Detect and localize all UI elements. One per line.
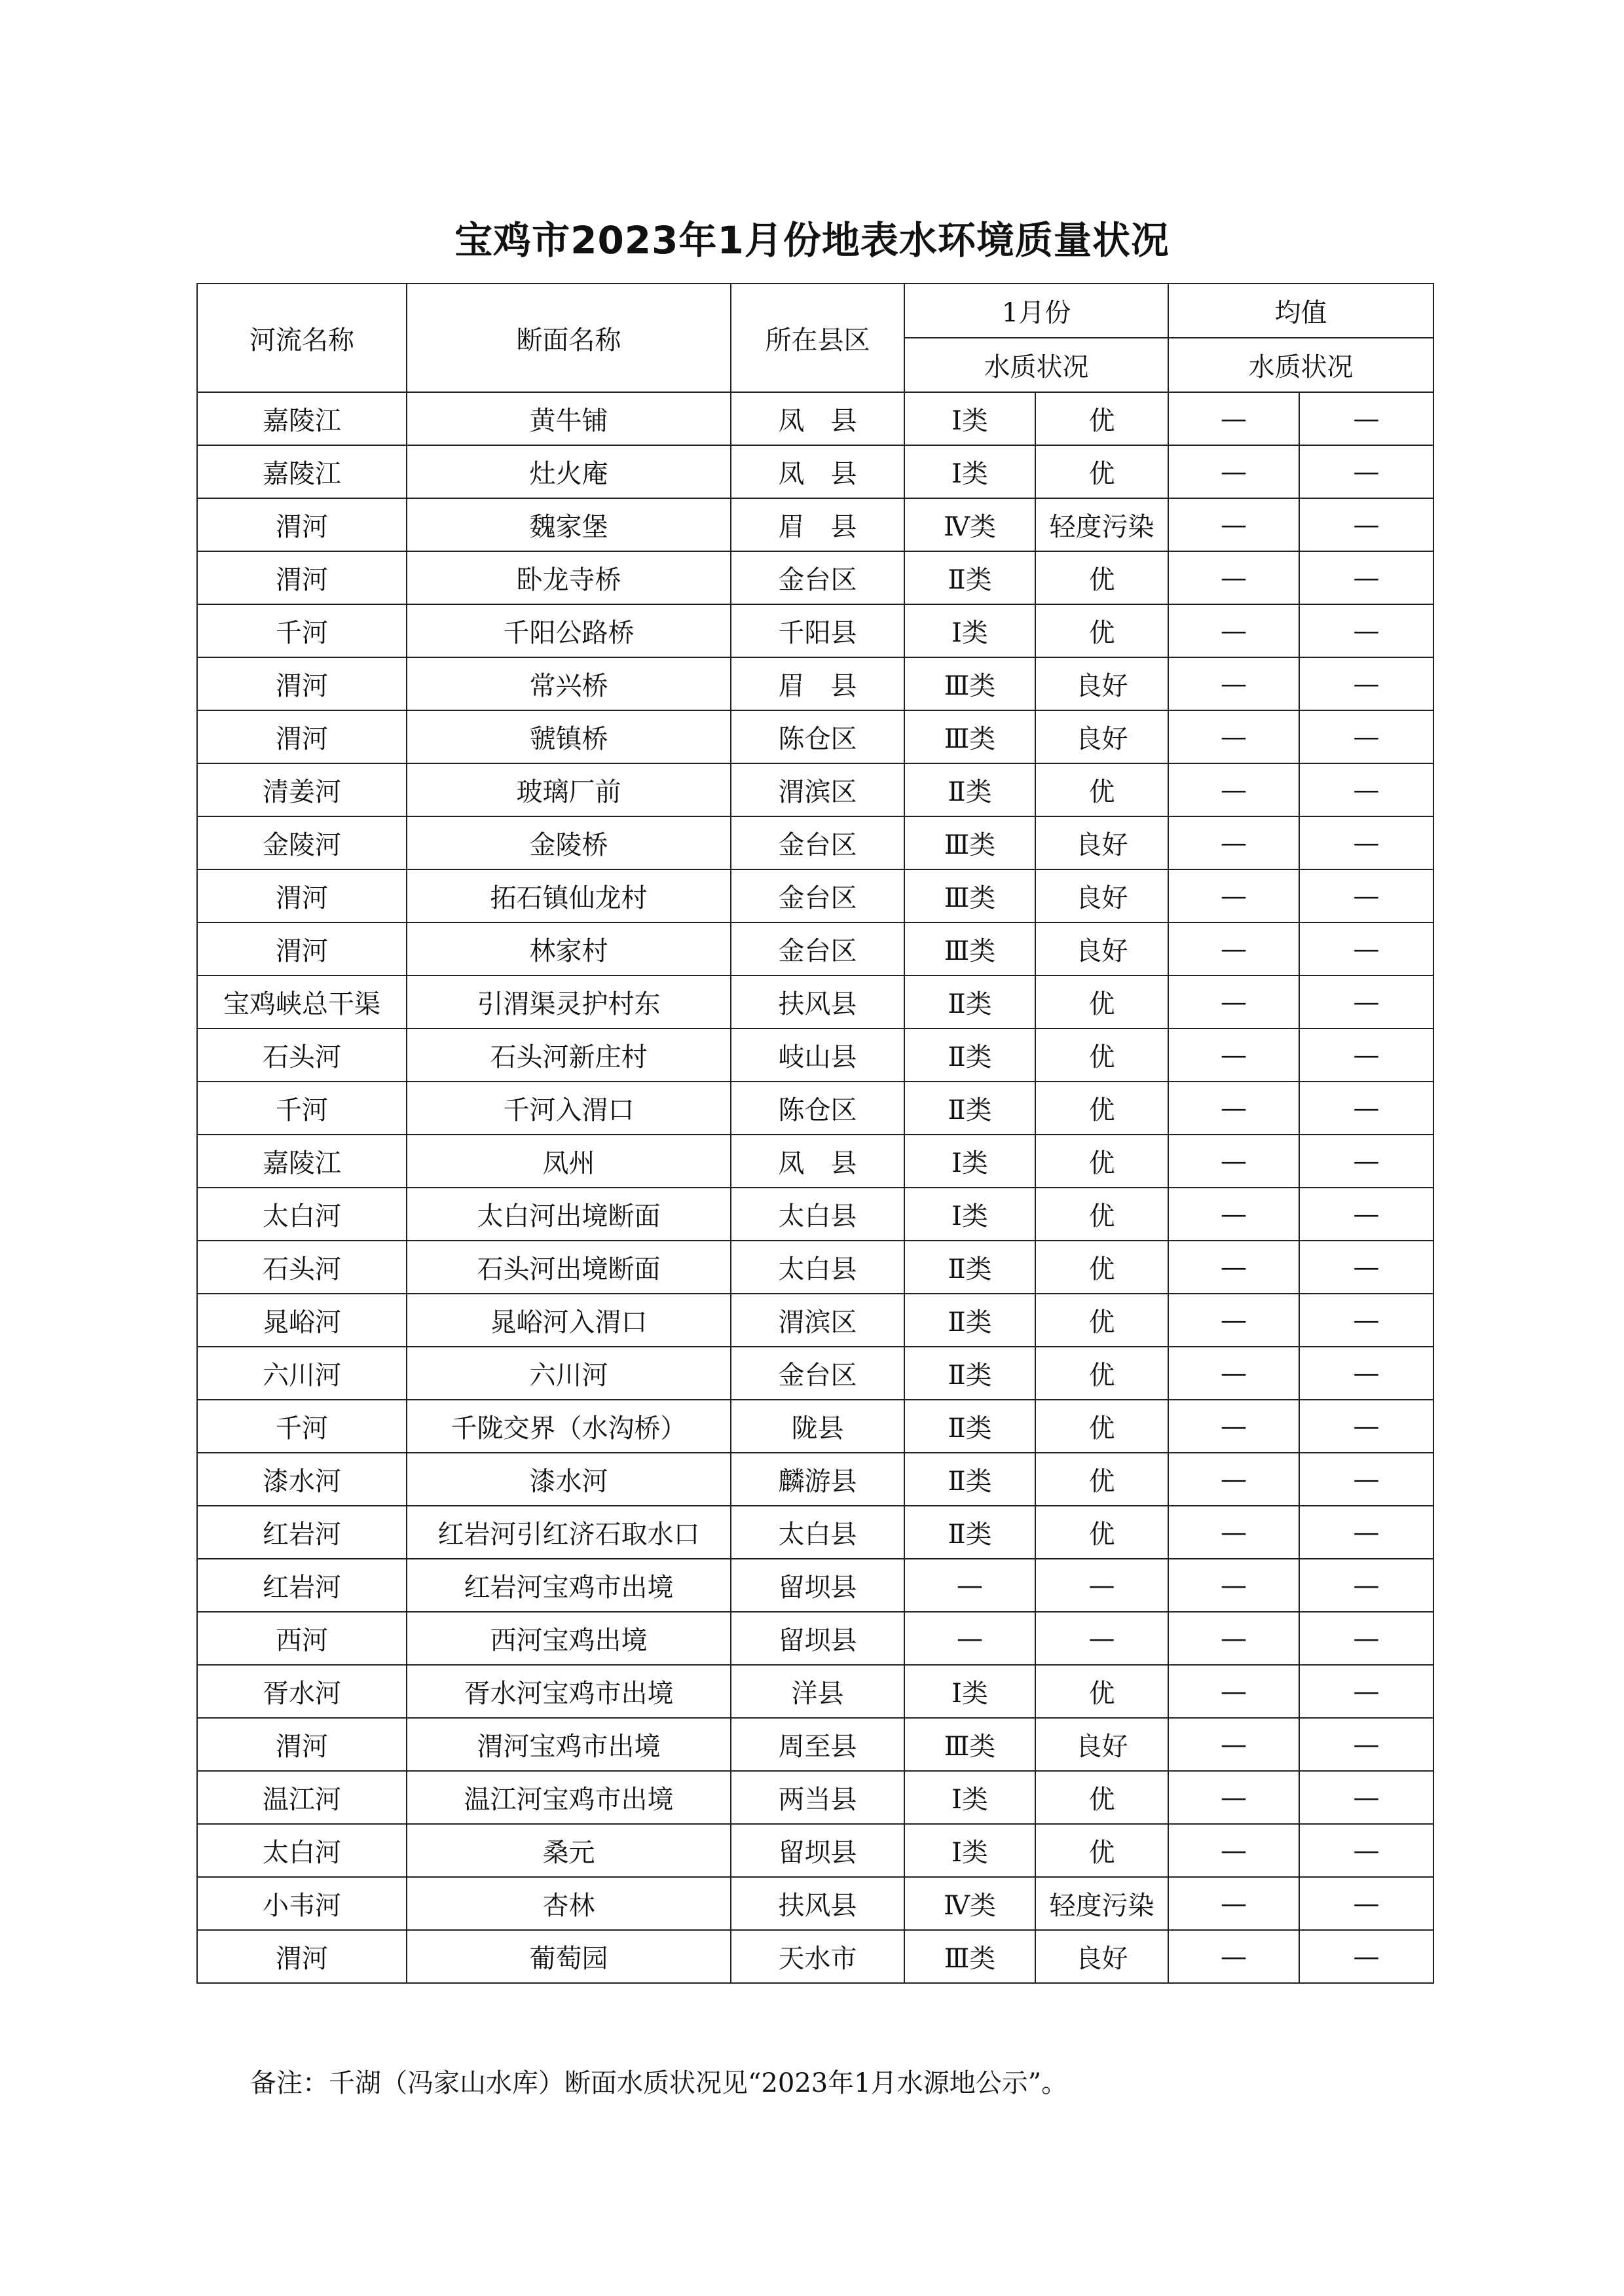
river-cell: 六川河 — [197, 1347, 407, 1400]
county-cell: 岐山县 — [731, 1029, 904, 1082]
status-cell: 优 — [1035, 604, 1168, 657]
river-cell: 渭河 — [197, 922, 407, 975]
status-cell: 优 — [1035, 975, 1168, 1029]
avg-class-cell: — — [1168, 1612, 1299, 1665]
avg-status-cell: — — [1299, 1665, 1433, 1718]
avg-class-cell: — — [1168, 763, 1299, 816]
avg-class-cell: — — [1168, 498, 1299, 551]
class-cell: Ⅱ类 — [904, 1029, 1035, 1082]
river-cell: 千河 — [197, 1400, 407, 1453]
avg-status-cell: — — [1299, 392, 1433, 445]
status-cell: 优 — [1035, 1241, 1168, 1294]
table-row — [197, 498, 1433, 551]
status-cell: — — [1035, 1612, 1168, 1665]
avg-status-cell: — — [1299, 657, 1433, 710]
county-cell: 陇县 — [731, 1400, 904, 1453]
class-cell: Ⅱ类 — [904, 1400, 1035, 1453]
table-row — [197, 1506, 1433, 1559]
county-cell: 留坝县 — [731, 1824, 904, 1877]
water-quality-table — [196, 283, 1434, 1984]
section-cell: 西河宝鸡出境 — [407, 1612, 731, 1665]
status-cell: 优 — [1035, 1400, 1168, 1453]
table-row — [197, 1241, 1433, 1294]
header-average: 均值 — [1168, 283, 1433, 338]
river-cell: 渭河 — [197, 1930, 407, 1983]
county-cell: 扶风县 — [731, 1877, 904, 1930]
section-cell: 桑元 — [407, 1824, 731, 1877]
river-cell: 渭河 — [197, 498, 407, 551]
river-cell: 嘉陵江 — [197, 445, 407, 498]
status-cell: 优 — [1035, 392, 1168, 445]
avg-status-cell: — — [1299, 922, 1433, 975]
status-cell: 优 — [1035, 445, 1168, 498]
avg-class-cell: — — [1168, 710, 1299, 763]
section-cell: 常兴桥 — [407, 657, 731, 710]
class-cell: — — [904, 1612, 1035, 1665]
table-row — [197, 1453, 1433, 1506]
avg-class-cell: — — [1168, 975, 1299, 1029]
table-row — [197, 1718, 1433, 1771]
county-cell: 陈仓区 — [731, 1082, 904, 1135]
county-cell: 眉 县 — [731, 657, 904, 710]
section-cell: 玻璃厂前 — [407, 763, 731, 816]
avg-status-cell: — — [1299, 1559, 1433, 1612]
section-cell: 拓石镇仙龙村 — [407, 869, 731, 922]
status-cell: 良好 — [1035, 657, 1168, 710]
county-cell: 金台区 — [731, 816, 904, 869]
status-cell: 轻度污染 — [1035, 1877, 1168, 1930]
section-cell: 虢镇桥 — [407, 710, 731, 763]
avg-class-cell: — — [1168, 1453, 1299, 1506]
status-cell: 优 — [1035, 1082, 1168, 1135]
county-cell: 眉 县 — [731, 498, 904, 551]
county-cell: 周至县 — [731, 1718, 904, 1771]
avg-class-cell: — — [1168, 551, 1299, 604]
table-row — [197, 657, 1433, 710]
table-row — [197, 1612, 1433, 1665]
table-row — [197, 1188, 1433, 1241]
class-cell: Ⅲ类 — [904, 710, 1035, 763]
river-cell: 太白河 — [197, 1188, 407, 1241]
county-cell: 麟游县 — [731, 1453, 904, 1506]
status-cell: 优 — [1035, 1294, 1168, 1347]
avg-status-cell: — — [1299, 498, 1433, 551]
county-cell: 金台区 — [731, 869, 904, 922]
river-cell: 红岩河 — [197, 1506, 407, 1559]
class-cell: Ⅱ类 — [904, 1453, 1035, 1506]
county-cell: 金台区 — [731, 551, 904, 604]
table-row — [197, 922, 1433, 975]
class-cell: Ⅰ类 — [904, 392, 1035, 445]
class-cell: Ⅰ类 — [904, 604, 1035, 657]
avg-status-cell: — — [1299, 1718, 1433, 1771]
avg-status-cell: — — [1299, 1771, 1433, 1824]
avg-status-cell: — — [1299, 975, 1433, 1029]
avg-class-cell: — — [1168, 657, 1299, 710]
section-cell: 千阳公路桥 — [407, 604, 731, 657]
county-cell: 凤 县 — [731, 1135, 904, 1188]
river-cell: 温江河 — [197, 1771, 407, 1824]
section-cell: 葡萄园 — [407, 1930, 731, 1983]
status-cell: 优 — [1035, 1824, 1168, 1877]
county-cell: 凤 县 — [731, 445, 904, 498]
class-cell: Ⅰ类 — [904, 1771, 1035, 1824]
river-cell: 清姜河 — [197, 763, 407, 816]
section-cell: 石头河出境断面 — [407, 1241, 731, 1294]
river-cell: 嘉陵江 — [197, 1135, 407, 1188]
river-cell: 千河 — [197, 604, 407, 657]
section-cell: 黄牛铺 — [407, 392, 731, 445]
county-cell: 两当县 — [731, 1771, 904, 1824]
header-month-quality: 水质状况 — [904, 338, 1168, 392]
river-cell: 西河 — [197, 1612, 407, 1665]
table-row — [197, 551, 1433, 604]
table-body — [197, 392, 1433, 1983]
river-cell: 金陵河 — [197, 816, 407, 869]
river-cell: 石头河 — [197, 1029, 407, 1082]
class-cell: Ⅱ类 — [904, 1347, 1035, 1400]
avg-status-cell: — — [1299, 1347, 1433, 1400]
avg-class-cell: — — [1168, 1506, 1299, 1559]
avg-status-cell: — — [1299, 763, 1433, 816]
avg-class-cell: — — [1168, 1294, 1299, 1347]
status-cell: 优 — [1035, 551, 1168, 604]
avg-status-cell: — — [1299, 816, 1433, 869]
avg-class-cell: — — [1168, 1771, 1299, 1824]
status-cell: 良好 — [1035, 710, 1168, 763]
footnote: 备注：千湖（冯家山水库）断面水质状况见“2023年1月水源地公示”。 — [250, 2068, 1068, 2098]
status-cell: 良好 — [1035, 1930, 1168, 1983]
county-cell: 金台区 — [731, 1347, 904, 1400]
river-cell: 小韦河 — [197, 1877, 407, 1930]
river-cell: 晁峪河 — [197, 1294, 407, 1347]
section-cell: 凤州 — [407, 1135, 731, 1188]
class-cell: Ⅲ类 — [904, 922, 1035, 975]
section-cell: 胥水河宝鸡市出境 — [407, 1665, 731, 1718]
section-cell: 灶火庵 — [407, 445, 731, 498]
section-cell: 红岩河宝鸡市出境 — [407, 1559, 731, 1612]
class-cell: Ⅳ类 — [904, 498, 1035, 551]
avg-class-cell: — — [1168, 816, 1299, 869]
avg-status-cell: — — [1299, 1082, 1433, 1135]
class-cell: Ⅱ类 — [904, 1241, 1035, 1294]
table-row — [197, 1824, 1433, 1877]
river-cell: 千河 — [197, 1082, 407, 1135]
county-cell: 渭滨区 — [731, 763, 904, 816]
table-row — [197, 1082, 1433, 1135]
county-cell: 凤 县 — [731, 392, 904, 445]
table-row — [197, 1559, 1433, 1612]
avg-class-cell: — — [1168, 1400, 1299, 1453]
avg-status-cell: — — [1299, 1612, 1433, 1665]
river-cell: 渭河 — [197, 869, 407, 922]
avg-class-cell: — — [1168, 392, 1299, 445]
table-row — [197, 869, 1433, 922]
table-row — [197, 763, 1433, 816]
river-cell: 太白河 — [197, 1824, 407, 1877]
table-row — [197, 1771, 1433, 1824]
avg-class-cell: — — [1168, 1718, 1299, 1771]
avg-status-cell: — — [1299, 1930, 1433, 1983]
table-row — [197, 1665, 1433, 1718]
class-cell: Ⅰ类 — [904, 1188, 1035, 1241]
river-cell: 渭河 — [197, 657, 407, 710]
county-cell: 千阳县 — [731, 604, 904, 657]
table-row — [197, 1029, 1433, 1082]
section-cell: 千陇交界（水沟桥） — [407, 1400, 731, 1453]
class-cell: Ⅳ类 — [904, 1877, 1035, 1930]
section-cell: 金陵桥 — [407, 816, 731, 869]
status-cell: 优 — [1035, 763, 1168, 816]
status-cell: 优 — [1035, 1188, 1168, 1241]
county-cell: 陈仓区 — [731, 710, 904, 763]
status-cell: 优 — [1035, 1665, 1168, 1718]
avg-class-cell: — — [1168, 1824, 1299, 1877]
page-title: 宝鸡市2023年1月份地表水环境质量状况 — [454, 218, 1170, 263]
avg-status-cell: — — [1299, 551, 1433, 604]
county-cell: 太白县 — [731, 1506, 904, 1559]
county-cell: 太白县 — [731, 1188, 904, 1241]
avg-status-cell: — — [1299, 1135, 1433, 1188]
status-cell: 轻度污染 — [1035, 498, 1168, 551]
section-cell: 太白河出境断面 — [407, 1188, 731, 1241]
avg-status-cell: — — [1299, 1400, 1433, 1453]
table-row — [197, 1400, 1433, 1453]
header-average-quality: 水质状况 — [1168, 338, 1433, 392]
avg-class-cell: — — [1168, 1559, 1299, 1612]
avg-status-cell: — — [1299, 869, 1433, 922]
table-row — [197, 604, 1433, 657]
class-cell: Ⅱ类 — [904, 763, 1035, 816]
avg-status-cell: — — [1299, 1294, 1433, 1347]
avg-status-cell: — — [1299, 1188, 1433, 1241]
status-cell: 良好 — [1035, 922, 1168, 975]
river-cell: 渭河 — [197, 551, 407, 604]
county-cell: 留坝县 — [731, 1559, 904, 1612]
avg-status-cell: — — [1299, 1029, 1433, 1082]
table-row — [197, 710, 1433, 763]
river-cell: 红岩河 — [197, 1559, 407, 1612]
county-cell: 太白县 — [731, 1241, 904, 1294]
river-cell: 宝鸡峡总干渠 — [197, 975, 407, 1029]
status-cell: 良好 — [1035, 816, 1168, 869]
section-cell: 魏家堡 — [407, 498, 731, 551]
avg-status-cell: — — [1299, 604, 1433, 657]
table-row — [197, 975, 1433, 1029]
avg-class-cell: — — [1168, 869, 1299, 922]
avg-class-cell: — — [1168, 1877, 1299, 1930]
river-cell: 渭河 — [197, 710, 407, 763]
table-header — [197, 283, 1433, 392]
avg-class-cell: — — [1168, 1188, 1299, 1241]
section-cell: 千河入渭口 — [407, 1082, 731, 1135]
status-cell: 优 — [1035, 1771, 1168, 1824]
class-cell: Ⅱ类 — [904, 975, 1035, 1029]
class-cell: Ⅲ类 — [904, 1930, 1035, 1983]
avg-status-cell: — — [1299, 710, 1433, 763]
class-cell: Ⅱ类 — [904, 1506, 1035, 1559]
header-section: 断面名称 — [407, 283, 731, 392]
section-cell: 晁峪河入渭口 — [407, 1294, 731, 1347]
class-cell: — — [904, 1559, 1035, 1612]
table-row — [197, 816, 1433, 869]
county-cell: 金台区 — [731, 922, 904, 975]
class-cell: Ⅱ类 — [904, 1294, 1035, 1347]
class-cell: Ⅰ类 — [904, 1824, 1035, 1877]
header-month: 1月份 — [904, 283, 1168, 338]
class-cell: Ⅱ类 — [904, 551, 1035, 604]
table-row — [197, 1930, 1433, 1983]
avg-class-cell: — — [1168, 1347, 1299, 1400]
status-cell: 良好 — [1035, 1718, 1168, 1771]
class-cell: Ⅰ类 — [904, 1665, 1035, 1718]
section-cell: 卧龙寺桥 — [407, 551, 731, 604]
river-cell: 渭河 — [197, 1718, 407, 1771]
status-cell: 优 — [1035, 1453, 1168, 1506]
class-cell: Ⅲ类 — [904, 1718, 1035, 1771]
river-cell: 嘉陵江 — [197, 392, 407, 445]
avg-class-cell: — — [1168, 445, 1299, 498]
class-cell: Ⅱ类 — [904, 1082, 1035, 1135]
class-cell: Ⅲ类 — [904, 869, 1035, 922]
county-cell: 留坝县 — [731, 1612, 904, 1665]
status-cell: 优 — [1035, 1506, 1168, 1559]
avg-status-cell: — — [1299, 1877, 1433, 1930]
class-cell: Ⅲ类 — [904, 657, 1035, 710]
river-cell: 胥水河 — [197, 1665, 407, 1718]
avg-class-cell: — — [1168, 1665, 1299, 1718]
table-row — [197, 392, 1433, 445]
avg-status-cell: — — [1299, 1241, 1433, 1294]
status-cell: 优 — [1035, 1029, 1168, 1082]
avg-class-cell: — — [1168, 604, 1299, 657]
status-cell: 良好 — [1035, 869, 1168, 922]
class-cell: Ⅰ类 — [904, 445, 1035, 498]
table-row — [197, 1135, 1433, 1188]
avg-class-cell: — — [1168, 1930, 1299, 1983]
avg-class-cell: — — [1168, 1082, 1299, 1135]
status-cell: — — [1035, 1559, 1168, 1612]
avg-class-cell: — — [1168, 1029, 1299, 1082]
section-cell: 杏林 — [407, 1877, 731, 1930]
section-cell: 六川河 — [407, 1347, 731, 1400]
county-cell: 洋县 — [731, 1665, 904, 1718]
header-county: 所在县区 — [731, 283, 904, 392]
avg-status-cell: — — [1299, 1506, 1433, 1559]
avg-status-cell: — — [1299, 1824, 1433, 1877]
table-row — [197, 1877, 1433, 1930]
river-cell: 石头河 — [197, 1241, 407, 1294]
class-cell: Ⅲ类 — [904, 816, 1035, 869]
section-cell: 林家村 — [407, 922, 731, 975]
avg-status-cell: — — [1299, 445, 1433, 498]
river-cell: 漆水河 — [197, 1453, 407, 1506]
avg-class-cell: — — [1168, 922, 1299, 975]
table-row — [197, 445, 1433, 498]
section-cell: 红岩河引红济石取水口 — [407, 1506, 731, 1559]
avg-status-cell: — — [1299, 1453, 1433, 1506]
table-row — [197, 1294, 1433, 1347]
county-cell: 天水市 — [731, 1930, 904, 1983]
section-cell: 引渭渠灵护村东 — [407, 975, 731, 1029]
county-cell: 渭滨区 — [731, 1294, 904, 1347]
county-cell: 扶风县 — [731, 975, 904, 1029]
section-cell: 石头河新庄村 — [407, 1029, 731, 1082]
section-cell: 渭河宝鸡市出境 — [407, 1718, 731, 1771]
status-cell: 优 — [1035, 1135, 1168, 1188]
section-cell: 漆水河 — [407, 1453, 731, 1506]
class-cell: Ⅰ类 — [904, 1135, 1035, 1188]
status-cell: 优 — [1035, 1347, 1168, 1400]
avg-class-cell: — — [1168, 1241, 1299, 1294]
avg-class-cell: — — [1168, 1135, 1299, 1188]
table-row — [197, 1347, 1433, 1400]
header-river: 河流名称 — [197, 283, 407, 392]
section-cell: 温江河宝鸡市出境 — [407, 1771, 731, 1824]
